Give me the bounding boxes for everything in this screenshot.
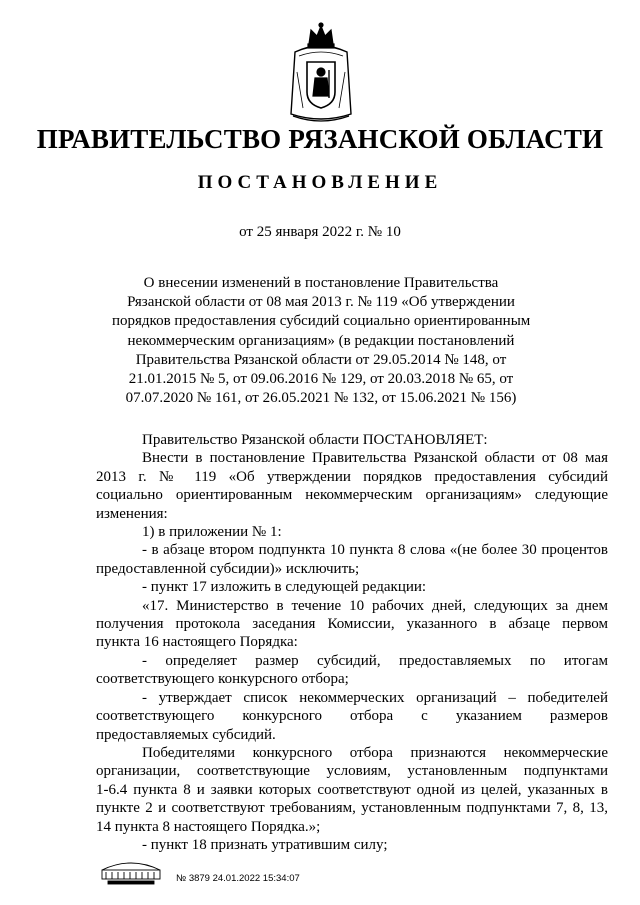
body-line: 1) в приложении № 1:: [142, 524, 282, 541]
date-number: от 25 января 2022 г. № 10: [239, 224, 401, 240]
body-line: - утверждает список некоммерческих организаций – победителей: [142, 689, 608, 706]
organization-title: ПРАВИТЕЛЬСТВО РЯЗАНСКОЙ ОБЛАСТИ: [36, 124, 604, 154]
body-line: социально ориентированным некоммерческим организациям» следующие: [96, 487, 608, 504]
registry-stamp-icon: [98, 858, 164, 886]
body-line: изменения:: [96, 505, 168, 522]
body-line: пункта 16 настоящего Порядка:: [96, 634, 298, 651]
body-line: 1-6.4 пункта 8 и заявки которых соответствуют одной из целей, указанных в: [96, 781, 608, 798]
body-line: получения протокола заседания Комиссии, указанного в абзаце первом: [96, 616, 608, 633]
body-line: Внести в постановление Правительства Рязанской области от 08 мая: [142, 450, 608, 467]
subject-line: некоммерческим организациям» (в редакции постановлений: [127, 332, 515, 349]
subject-line: О внесении изменений в постановление Правительства: [143, 275, 499, 291]
body-line: 2013 г. № 119 «Об утверждении порядков предоставления субсидий: [96, 468, 608, 485]
body-line: Правительство Рязанской области ПОСТАНОВЛЯЕТ:: [142, 432, 488, 448]
body-line: - в абзаце втором подпункта 10 пункта 8 слова «(не более 30 процентов: [142, 542, 608, 559]
subject-line: Рязанской области от 08 мая 2013 г. № 119 «Об утверждении: [127, 294, 515, 311]
subject-line: порядков предоставления субсидий социально ориентированным: [112, 313, 531, 330]
body-line: - определяет размер субсидий, предоставляемых по итогам: [142, 652, 608, 669]
body-line: 14 пункта 8 настоящего Порядка.»;: [96, 818, 321, 835]
body-line: - пункт 18 признать утратившим силу;: [142, 836, 388, 853]
document-subject: [112, 274, 530, 408]
subject-line: Правительства Рязанской области от 29.05.2014 № 148, от: [135, 351, 507, 368]
body-line: организации, соответствующие условиям, установленным подпунктами: [96, 763, 608, 780]
registration-number: № 3879 24.01.2022 15:34:07: [176, 873, 300, 884]
body-line: соответствующего конкурсного отбора;: [96, 671, 349, 688]
body-line: Победителями конкурсного отбора признаются некоммерческие: [142, 744, 608, 761]
document-body: [96, 431, 608, 854]
body-line: соответствующего конкурсного отбора с указанием размеров: [96, 708, 608, 725]
body-line: - пункт 17 изложить в следующей редакции:: [142, 579, 427, 596]
coat-of-arms-icon: [285, 22, 357, 128]
body-line: пункте 2 и соответствуют требованиям, установленным подпунктами 7, 8, 13,: [96, 800, 608, 817]
body-line: предоставленной субсидии)» исключить;: [96, 560, 360, 577]
body-line: предоставляемых субсидий.: [96, 726, 276, 743]
subject-line: 21.01.2015 № 5, от 09.06.2016 № 129, от 20.03.2018 № 65, от: [128, 371, 514, 388]
body-line: «17. Министерство в течение 10 рабочих дней, следующих за днем: [142, 597, 608, 614]
document-type: ПОСТАНОВЛЕНИЕ: [197, 172, 443, 193]
subject-line: 07.07.2020 № 161, от 26.05.2021 № 132, от 15.06.2021 № 156): [125, 390, 517, 407]
